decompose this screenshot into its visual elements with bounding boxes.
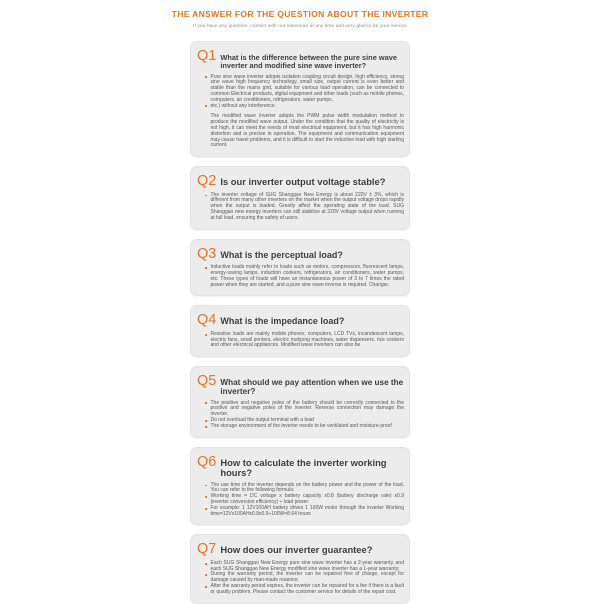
answer-text: The modified wave inverter adopts the PWM pulse width modulation method to produce the modified wave output. Under the condition that the quality of electricity is not high, it can meet the needs of most electrical equipment, but it has high harmonic distortion and is precise in operation. The equipment and communication equipment may cause travel problems, and it is difficult to start the inductive load with high starting current. <box>210 113 404 149</box>
bullet-icon <box>205 420 207 422</box>
answer-bullet-item <box>205 75 404 104</box>
question-header <box>197 313 404 328</box>
answer-bullet-item <box>205 401 404 418</box>
question-label: Q1 <box>197 48 217 64</box>
answer-text: Inductive loads mainly refer to loads such as motors, compressors, fluorescent lamps, energy-saving lamps, induction cookers, refrigerators, air conditioners, water pumps, etc. These types of loads will have an instantaneous power of 3 to 7 times the rated power when they are started, and a pure sine wave inverse is required. Changer. <box>210 264 404 288</box>
answer-text: For example: 1 12V100AH battery drives 1 100W motor through the inverter Working time=12Vx100AHx0.8x0.9÷100W=8.64 hours <box>210 504 404 517</box>
answer-text: Do not overload the output terminal with a load <box>210 416 314 423</box>
faq-panel <box>190 41 410 157</box>
answer-text: Resistive loads are mainly mobile phones, computers, LCD TVs, incandescent lamps, electric fans, small printers, electric mahjong machines, water dispensers, rice cookers and other electrical appliances. Modified wave inverters can also be <box>210 330 404 349</box>
question-title: What is the difference between the pure sine wave inverter and modified sine wave inverter? <box>220 53 397 71</box>
bullet-icon <box>205 563 207 565</box>
answer-paragraph <box>205 114 404 149</box>
answer-list <box>205 561 404 596</box>
faq-panel <box>190 366 410 437</box>
question-label: Q3 <box>197 245 217 262</box>
question-title: What should we pay attention when we use the inverter? <box>220 378 404 397</box>
question-label: Q5 <box>197 373 217 390</box>
bullet-icon <box>205 586 207 588</box>
answer-bullet-item <box>205 424 404 430</box>
answer-list <box>205 332 404 349</box>
answer-text: etc.) without any interference. <box>210 102 277 109</box>
question-header <box>197 174 404 189</box>
question-title: How to calculate the inverter working hours? <box>220 456 387 479</box>
answer-bullet-item <box>205 104 404 110</box>
question-label: Q2 <box>197 173 217 190</box>
bullet-icon <box>205 195 207 197</box>
question-header <box>197 49 404 71</box>
faq-panel <box>190 305 410 357</box>
answer-text: After the warranty period expires, the inverter can be repaired for a fee if there is a fault or quality problem. Please contact the customer service for details of the repair cost. <box>210 583 404 595</box>
question-label: Q4 <box>197 312 217 329</box>
bullet-icon <box>205 76 207 78</box>
answer-list <box>205 483 404 518</box>
answer-list <box>205 265 404 288</box>
bullet-icon <box>205 402 207 404</box>
bullet-icon <box>205 334 207 336</box>
answer-text: Pure sine wave inverter adopts isolation coupling circuit design, high efficiency, strong sine wave high frequency technology, small size, output current is even better and stable than the mains grid, suitable for various load operation, can be connected to common Electrical products, digital equipment and other loads (such as mobile phones, computers, air conditioners, refrigerators, water pumps, <box>210 73 404 103</box>
question-header <box>197 374 404 396</box>
bullet-icon <box>205 508 207 510</box>
answer-text: Working time = DC voltage x battery capacity x0.8 (battery discharge rate) x0.9 (inverter conversion efficiency) ÷ load power <box>210 493 404 505</box>
faq-panel <box>190 239 410 297</box>
answer-list <box>205 75 404 150</box>
faq-list <box>0 41 600 604</box>
question-header <box>197 247 404 262</box>
page-header <box>0 0 600 29</box>
question-title: What is the impedance load? <box>220 316 345 327</box>
answer-bullet-item <box>205 584 404 596</box>
answer-bullet-item <box>205 265 404 288</box>
answer-bullet-item <box>205 506 404 518</box>
page-subtitle: If you have any question, contact with our salesman at any time and very glad to be your service <box>193 24 407 29</box>
faq-panel <box>190 166 410 229</box>
question-label: Q7 <box>197 541 217 558</box>
answer-text: The use time of the inverter depends on the battery power and the power of the load. You can refer to the following formula: <box>210 481 404 494</box>
bullet-icon <box>205 574 207 576</box>
bullet-icon <box>205 485 207 487</box>
bullet-icon <box>205 426 207 428</box>
answer-text: The storage environment of the inverter needs to be ventilated and moisture-proof <box>210 422 392 429</box>
question-label: Q6 <box>197 453 217 470</box>
question-title: Is our inverter output voltage stable? <box>220 176 386 188</box>
question-title: What is the perceptual load? <box>220 249 343 260</box>
question-header <box>197 455 404 479</box>
bullet-icon <box>205 105 207 107</box>
faq-panel <box>190 534 410 603</box>
answer-bullet-item <box>205 193 404 222</box>
answer-text: The inverter voltage of SUG Shanggao New Energy is about 220V ± 3%, which is different from many other inverters on the market when the output voltage drops rapidly when the output is loaded. Greatly affect the operating state of the load. SUG Shanggao new energy inverters can still stabilize at 220V voltage output when running at full load, ensuring the safety of users. <box>210 191 404 221</box>
question-title: How does our inverter guarantee? <box>220 544 373 556</box>
page-title: THE ANSWER FOR THE QUESTION ABOUT THE INVERTER <box>171 9 429 19</box>
answer-bullet-item <box>205 332 404 349</box>
answer-list <box>205 193 404 222</box>
answer-text: During the warranty period, the inverter can be repaired free of charge, except for damage caused by man-made reasons; <box>210 571 404 584</box>
bullet-icon <box>205 267 207 269</box>
bullet-icon <box>205 496 207 498</box>
faq-panel <box>190 447 410 526</box>
answer-text: Each SUG Shanggao New Energy pure sine wave inverter has a 2-year warranty, and each SUG Shanggao New Energy modified sine wave inverter has a 1-year warranty; <box>210 559 404 572</box>
answer-text: The positive and negative poles of the battery should be correctly connected to the positive and negative poles of the inverter. Reverse connection may damage the inverter. <box>210 399 404 418</box>
answer-list <box>205 401 404 430</box>
question-header <box>197 542 404 557</box>
